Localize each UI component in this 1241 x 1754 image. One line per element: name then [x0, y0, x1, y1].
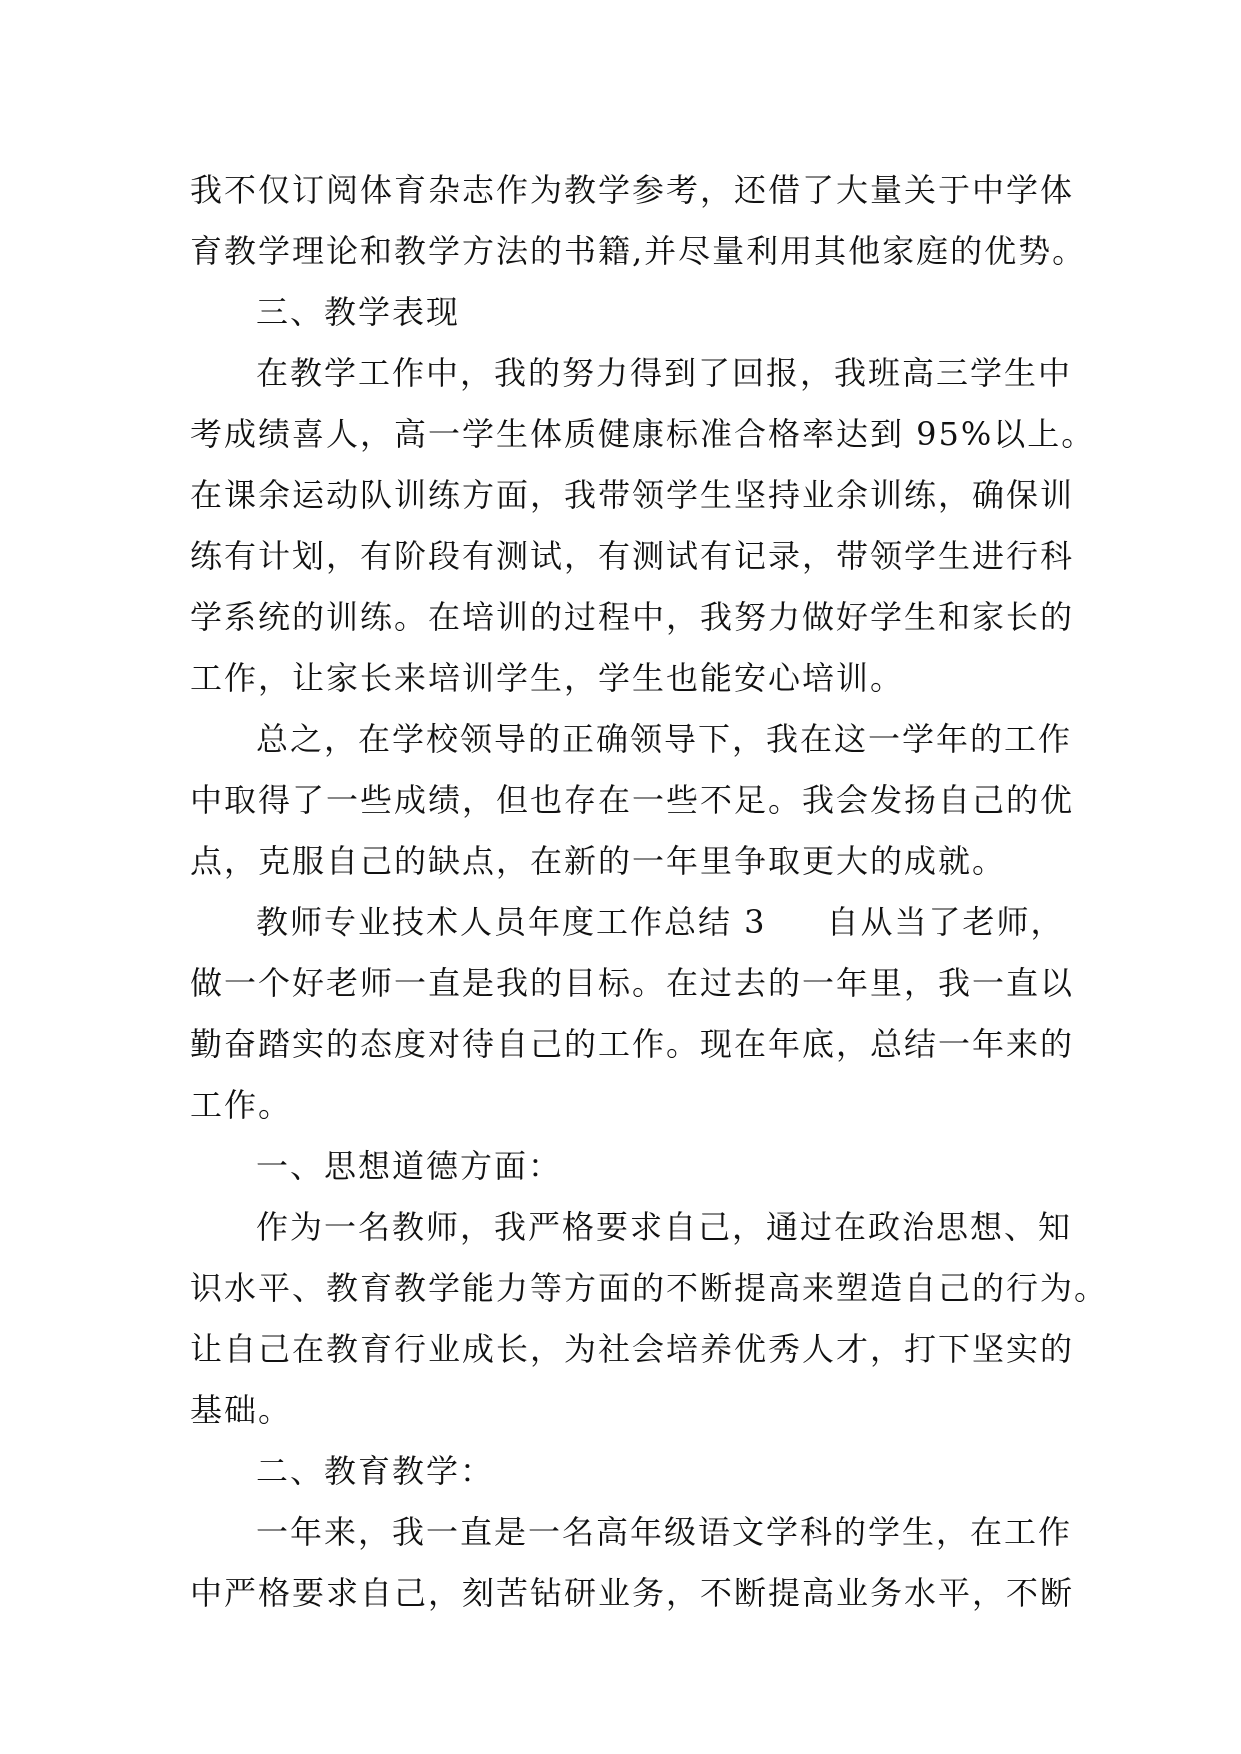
- text-line: 在课余运动队训练方面，我带领学生坚持业余训练，确保训: [190, 476, 1075, 514]
- text-line: 识水平、教育教学能力等方面的不断提高来塑造自己的行为。: [190, 1269, 1109, 1307]
- text-line: 在教学工作中，我的努力得到了回报，我班高三学生中: [256, 354, 1073, 392]
- text-line: 勤奋踏实的态度对待自己的工作。现在年底，总结一年来的: [190, 1025, 1075, 1063]
- text-line: 总之，在学校领导的正确领导下，我在这一学年的工作: [256, 720, 1073, 758]
- text-line: 作为一名教师，我严格要求自己，通过在政治思想、知: [256, 1208, 1073, 1246]
- text-line: 中取得了一些成绩，但也存在一些不足。我会发扬自己的优: [190, 781, 1075, 819]
- section-heading-teaching-performance: 三、教学表现: [256, 293, 461, 331]
- text-line: 考成绩喜人，高一学生体质健康标准合格率达到 95%以上。: [190, 415, 1096, 453]
- text-line: 做一个好老师一直是我的目标。在过去的一年里，我一直以: [190, 964, 1075, 1002]
- text-line: 中严格要求自己，刻苦钻研业务，不断提高业务水平，不断: [190, 1574, 1075, 1612]
- section-heading-education-teaching: 二、教育教学：: [256, 1452, 495, 1490]
- text-line-continuation: 自从当了老师，: [826, 903, 1065, 941]
- text-line: 工作，让家长来培训学生，学生也能安心培训。: [190, 659, 905, 697]
- text-line: 育教学理论和教学方法的书籍,并尽量利用其他家庭的优势。: [190, 232, 1087, 270]
- document-body: [190, 160, 1109, 1624]
- text-line: 学系统的训练。在培训的过程中，我努力做好学生和家长的: [190, 598, 1075, 636]
- summary-title-line: [190, 892, 1070, 953]
- text-line: 我不仅订阅体育杂志作为教学参考，还借了大量关于中学体: [190, 171, 1075, 209]
- text-line: 基础。: [190, 1391, 293, 1429]
- text-line: 让自己在教育行业成长，为社会培养优秀人才，打下坚实的: [190, 1330, 1075, 1368]
- text-line: 点，克服自己的缺点，在新的一年里争取更大的成就。: [190, 842, 1007, 880]
- summary-title: 教师专业技术人员年度工作总结 3: [256, 903, 767, 941]
- text-line: 一年来，我一直是一名高年级语文学科的学生，在工作: [256, 1513, 1073, 1551]
- text-line: 工作。: [190, 1086, 293, 1124]
- section-heading-ideology-morality: 一、思想道德方面：: [256, 1147, 563, 1185]
- text-line: 练有计划，有阶段有测试，有测试有记录，带领学生进行科: [190, 537, 1075, 575]
